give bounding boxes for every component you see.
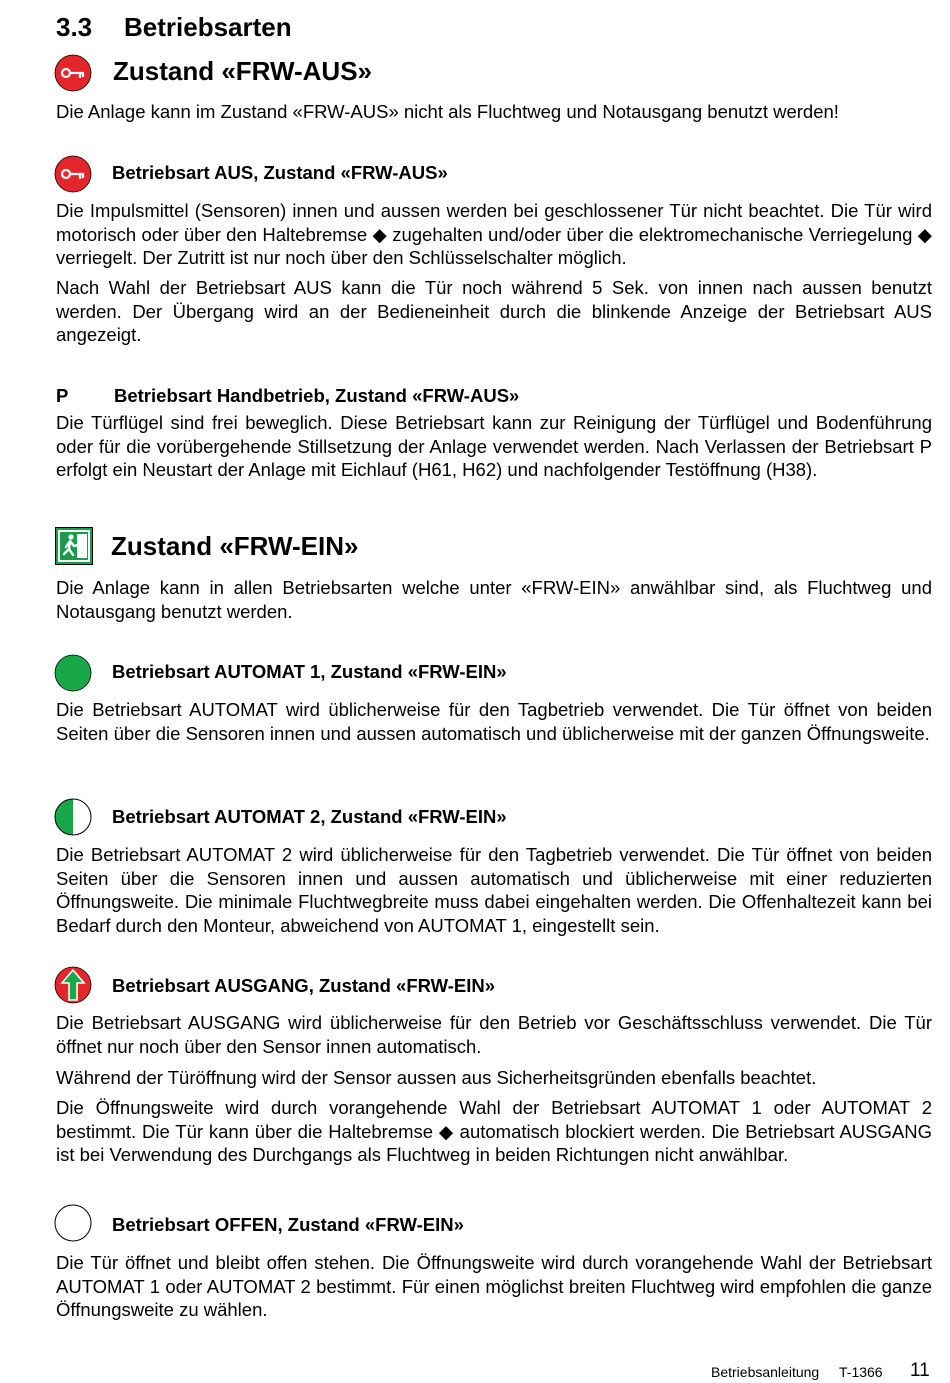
section-number: 3.3 bbox=[56, 12, 93, 42]
auto1-title: Betriebsart AUTOMAT 1, Zustand «FRW-EIN» bbox=[112, 661, 507, 682]
key-red-icon bbox=[54, 54, 92, 92]
footer-doc-title: Betriebsanleitung bbox=[711, 1364, 820, 1380]
key-red-icon bbox=[54, 155, 92, 193]
ausgang-para2: Während der Türöffnung wird der Sensor aussen aus Sicherheitsgründen ebenfalls beachtet. bbox=[56, 1067, 817, 1088]
state-off-title: Zustand «FRW-AUS» bbox=[113, 56, 373, 86]
mode-aus-para2: Nach Wahl der Betriebsart AUS kann die Tür noch während 5 Sek. von innen nach aussen benutzt werden. Der Übergang wird an der Bedieneinheit durch die blinkende Anzeige der Betriebsart AUS angezeigt. bbox=[56, 277, 932, 345]
ausgang-para1: Die Betriebsart AUSGANG wird üblicherweise für den Betrieb vor Geschäftsschluss verwendet. Die Tür öffnet nur noch über den Sensor innen automatisch. bbox=[56, 1012, 932, 1057]
auto2-para: Die Betriebsart AUTOMAT 2 wird üblicherweise für den Tagbetrieb verwendet. Die Tür öffnet von beiden Seiten über die Sensoren innen und aussen automatisch und üblicherweise mit einer reduzierten Öffnungsweite. Die minimale Fluchtwegbreite muss dabei eingehalten werden. Die Offenhaltezeit kann bei Bedarf durch den Monteur, abweichend von AUTOMAT 1, eingestellt sein. bbox=[56, 844, 932, 936]
green-circle-icon bbox=[54, 654, 92, 692]
auto2-title: Betriebsart AUTOMAT 2, Zustand «FRW-EIN» bbox=[112, 806, 507, 827]
state-on-intro: Die Anlage kann in allen Betriebsarten welche unter «FRW-EIN» anwählbar sind, als Fluchtweg und Notausgang benutzt werden. bbox=[56, 577, 932, 622]
mode-aus-title: Betriebsart AUS, Zustand «FRW-AUS» bbox=[112, 162, 448, 183]
state-on-title: Zustand «FRW-EIN» bbox=[111, 531, 359, 561]
section-title: Betriebsarten bbox=[124, 12, 292, 42]
footer-doc-code: T-1366 bbox=[839, 1364, 883, 1380]
mode-p-para: Die Türflügel sind frei beweglich. Diese Betriebsart kann zur Reinigung der Türflügel und Bodenführung oder für die vorübergehende Stillsetzung der Anlage verwendet werden. Nach Verlassen der Betriebsart P erfolgt ein Neustart der Anlage mit Eichlauf (H61, H62) und nachfolgender Testöffnung (H38). bbox=[56, 412, 932, 480]
offen-para: Die Tür öffnet und bleibt offen stehen. Die Öffnungsweite wird durch vorangehende Wahl der Betriebsart AUTOMAT 1 oder AUTOMAT 2 bestimmt. Für einen möglichst breiten Fluchtweg wird empfohlen die ganze Öffnungsweite zu wählen. bbox=[56, 1252, 932, 1320]
mode-p-symbol: P bbox=[56, 385, 69, 406]
auto1-para: Die Betriebsart AUTOMAT wird üblicherweise für den Tagbetrieb verwendet. Die Tür öffnet von beiden Seiten über die Sensoren innen und aussen automatisch und üblicherweise mit der ganzen Öffnungsweite. bbox=[56, 699, 932, 744]
ausgang-title: Betriebsart AUSGANG, Zustand «FRW-EIN» bbox=[112, 975, 496, 996]
mode-p-title: Betriebsart Handbetrieb, Zustand «FRW-AUS» bbox=[114, 385, 520, 406]
up-arrow-icon bbox=[54, 966, 92, 1004]
ausgang-para3: Die Öffnungsweite wird durch vorangehende Wahl der Betriebsart AUTOMAT 1 oder AUTOMAT 2 bestimmt. Die Tür kann über die Haltebremse ◆ automatisch blockiert werden. Die Betriebsart AUSGANG ist bei Verwendung des Durchgangs als Fluchtweg in beiden Richtungen nicht anwählbar. bbox=[56, 1097, 932, 1165]
emergency-exit-icon bbox=[55, 527, 93, 565]
offen-title: Betriebsart OFFEN, Zustand «FRW-EIN» bbox=[112, 1214, 464, 1235]
state-off-intro: Die Anlage kann im Zustand «FRW-AUS» nicht als Fluchtweg und Notausgang benutzt werden! bbox=[56, 101, 839, 122]
empty-circle-icon bbox=[54, 1204, 92, 1242]
half-green-circle-icon bbox=[54, 798, 92, 836]
mode-aus-para1: Die Impulsmittel (Sensoren) innen und aussen werden bei geschlossener Tür nicht beachtet. Die Tür wird motorisch oder über den Haltebremse ◆ zugehalten und/oder über die elektromechanische Verriegelung ◆ verriegelt. Der Zutritt ist nur noch über den Schlüsselschalter möglich. bbox=[56, 200, 932, 268]
page-number: 11 bbox=[910, 1360, 930, 1381]
